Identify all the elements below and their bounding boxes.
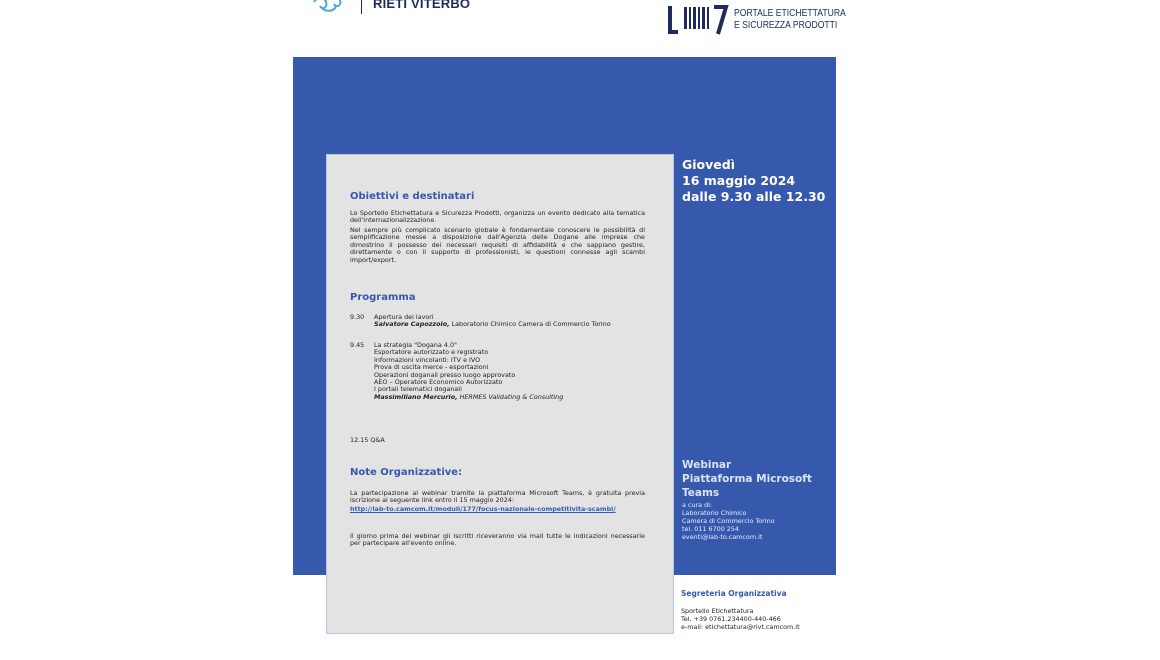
- webinar-line2: Piattaforma Microsoft: [682, 473, 812, 485]
- organizer-name: Laboratorio Chimico: [682, 509, 747, 517]
- event-day: Giovedì: [682, 157, 735, 172]
- event-time: dalle 9.30 alle 12.30: [682, 189, 826, 204]
- content-sheet: [326, 154, 674, 634]
- program-time: 9.45: [350, 341, 365, 349]
- objectives-title: Obiettivi e destinatari: [350, 191, 475, 202]
- organizer-email[interactable]: eventi@lab-to.camcom.it: [682, 533, 763, 541]
- organizer-chamber: Camera di Commercio Torino: [682, 517, 775, 525]
- webinar-heading: [682, 458, 812, 500]
- program-title: Programma: [350, 292, 416, 303]
- webinar-line3: Teams: [682, 487, 720, 499]
- program-item-opening: [350, 314, 611, 329]
- portale-title-line1: PORTALE ETICHETTATURA: [734, 7, 846, 19]
- portale-title-line2: E SICUREZZA PRODOTTI: [734, 19, 838, 31]
- speaker-affiliation: Laboratorio Chimico Camera di Commercio Torino: [449, 320, 611, 329]
- organizer-info: [682, 501, 775, 541]
- secretariat-info: [681, 607, 800, 631]
- webinar-line1: Webinar: [682, 459, 732, 471]
- speaker-name: Salvatore Capozzolo,: [374, 320, 450, 329]
- event-date: 16 maggio 2024: [682, 173, 796, 188]
- registration-link[interactable]: http://lab-to.camcom.it/moduli/177/focus-nazionale-competitivita-scambi/: [350, 505, 616, 513]
- barcode-icon: [668, 4, 730, 38]
- curated-label: a cura di:: [682, 501, 713, 509]
- program-item-dogana: [350, 342, 563, 401]
- notes-paragraph-2: Il giorno prima del webinar gli iscritti riceveranno via mail tutte le indicazioni necessarie per partecipare all'evento online.: [350, 532, 645, 548]
- program-subitem: I portali telematici doganali: [374, 385, 462, 394]
- secretariat-name: Sportello Etichettatura: [681, 607, 754, 615]
- program-item-title: La strategia "Dogana 4.0": [374, 341, 457, 349]
- program-item-qa: 12.15 Q&A: [350, 436, 385, 444]
- logo-divider: [361, 0, 362, 14]
- objectives-paragraph-2: Nel sempre più complicato scenario globale è fondamentale conoscere le possibilità di semplificazione messe a disposizione dall'Agenzia delle Dogane alle imprese che dimostrino il possesso dei necessari requisiti di affidabilità e che sappiano gestire, direttamente o con il supporto di professionisti, le questioni connesse agli scambi import/export.: [350, 226, 645, 264]
- program-subitem: AEO – Operatore Economico Autorizzato: [374, 378, 503, 387]
- objectives-paragraph-1: Lo Sportello Etichettatura e Sicurezza Prodotti, organizza un evento dedicato alla tematica dell'internazionalizzazione.: [350, 209, 645, 225]
- program-subitem: Prova di uscita merce - esportazioni: [374, 363, 489, 372]
- program-time: 9.30: [350, 313, 365, 321]
- secretariat-title: Segreteria Organizzativa: [681, 589, 787, 598]
- program-subitem: Esportatore autorizzato e registrato: [374, 348, 489, 357]
- brand-rieti-viterbo: RIETI VITERBO: [373, 0, 471, 11]
- registration-link-wrap: [350, 506, 645, 513]
- speaker-affiliation: HERMES Validating & Consulting: [457, 392, 564, 401]
- organizer-phone: tel. 011 6700 254: [682, 525, 739, 533]
- notes-paragraph-1: La partecipazione al webinar tramite la piattaforma Microsoft Teams, è gratuita previa iscrizione al seguente link entro il 15 maggio 2024:: [350, 489, 645, 505]
- chamber-swirl-icon: [312, 0, 348, 18]
- secretariat-phone: Tel. +39 0761.234400-440-466: [681, 615, 781, 623]
- event-datetime: [682, 157, 825, 205]
- program-item-title: Apertura dei lavori: [374, 313, 434, 321]
- portale-title: [734, 7, 846, 31]
- secretariat-email[interactable]: e-mail: etichettatura@rivt.camcom.it: [681, 623, 800, 631]
- notes-title: Note Organizzative:: [350, 467, 463, 478]
- program-subitem: Informazioni vincolanti: ITV e IVO: [374, 355, 481, 364]
- program-subitem: Operazioni doganali presso luogo approvato: [374, 370, 516, 379]
- speaker-name: Massimiliano Mercurio,: [374, 392, 458, 401]
